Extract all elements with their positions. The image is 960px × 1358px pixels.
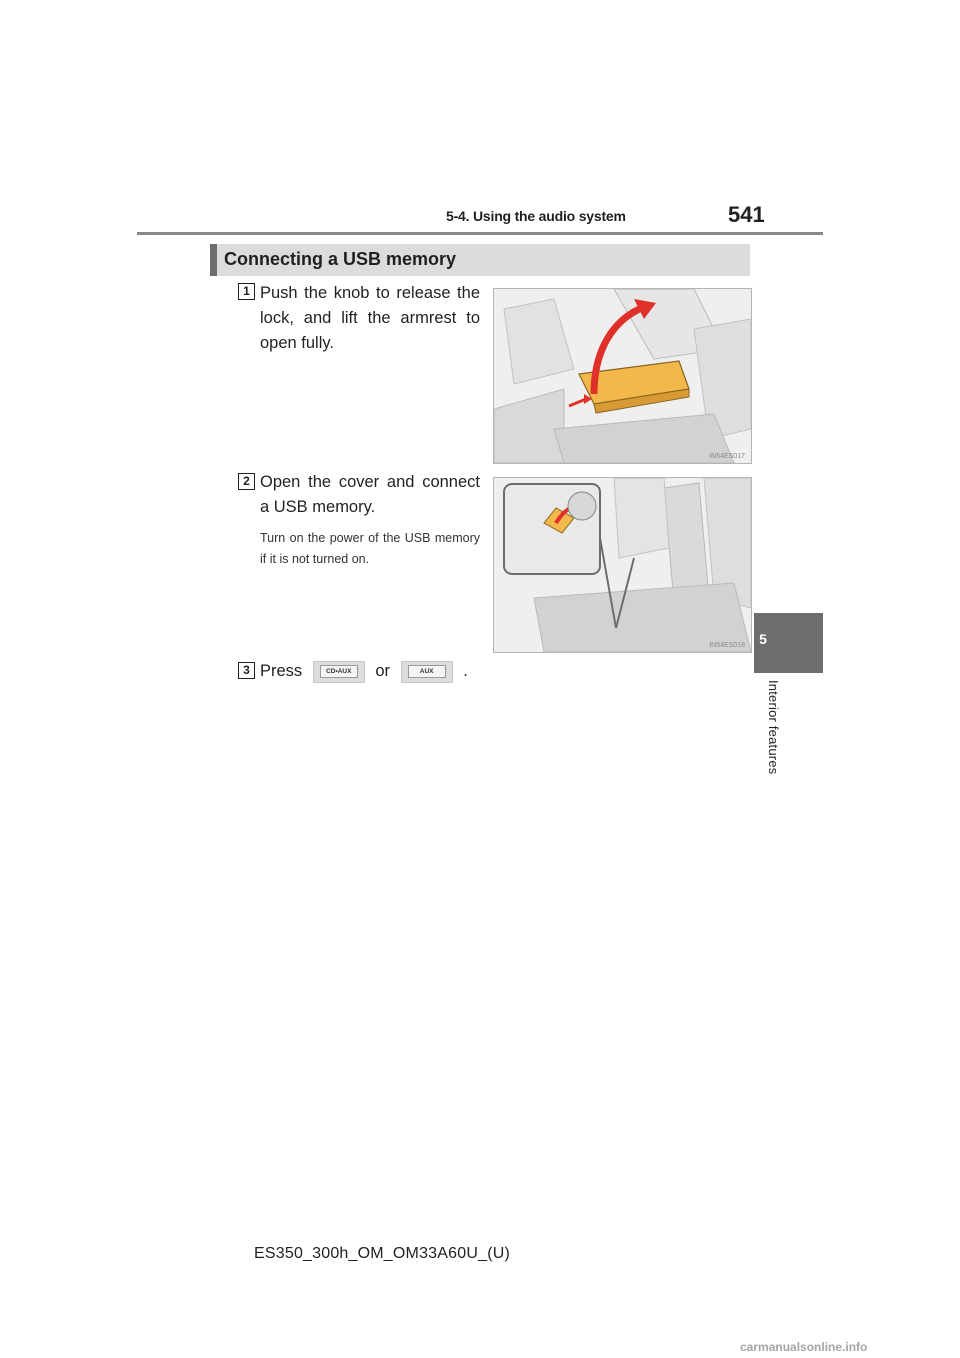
illustration-code-2: IN54ES018 xyxy=(709,642,745,649)
page-number: 541 xyxy=(728,202,765,227)
step-1-text: Push the knob to release the lock, and lift the armrest to open fully. xyxy=(260,284,480,352)
header-divider xyxy=(137,232,823,235)
cd-aux-button-label: CD•AUX xyxy=(320,665,358,678)
chapter-tab-label: Interior features xyxy=(766,680,781,775)
chapter-tab-number: 5 xyxy=(759,631,767,647)
aux-button-label: AUX xyxy=(408,665,446,678)
watermark: carmanualsonline.info xyxy=(740,1340,868,1354)
step-3-text-press: Press xyxy=(260,662,303,680)
step-2-number: 2 xyxy=(238,473,255,490)
document-code: ES350_300h_OM_OM33A60U_(U) xyxy=(254,1245,511,1262)
step-3-number: 3 xyxy=(238,662,255,679)
armrest-drawing xyxy=(494,289,751,463)
step-3-row xyxy=(260,658,468,684)
step-3-text-or: or xyxy=(375,662,391,680)
armrest-illustration xyxy=(493,288,752,464)
aux-button xyxy=(401,661,453,683)
cd-aux-button xyxy=(313,661,365,683)
usb-port-drawing xyxy=(494,478,751,652)
step-2-text: Open the cover and connect a USB memory. xyxy=(260,473,480,516)
step-1-number: 1 xyxy=(238,283,255,300)
header-section-title: 5-4. Using the audio system xyxy=(446,208,626,224)
section-title: Connecting a USB memory xyxy=(224,249,457,269)
chapter-tab xyxy=(754,613,823,673)
usb-port-illustration xyxy=(493,477,752,653)
step-2-note: Turn on the power of the USB memory if it is not turned on. xyxy=(260,531,480,566)
section-heading-accent xyxy=(210,244,217,276)
step-3-text-period: . xyxy=(463,662,468,680)
section-heading-bar xyxy=(210,244,750,276)
illustration-code-1: IN54ES017 xyxy=(709,453,745,460)
